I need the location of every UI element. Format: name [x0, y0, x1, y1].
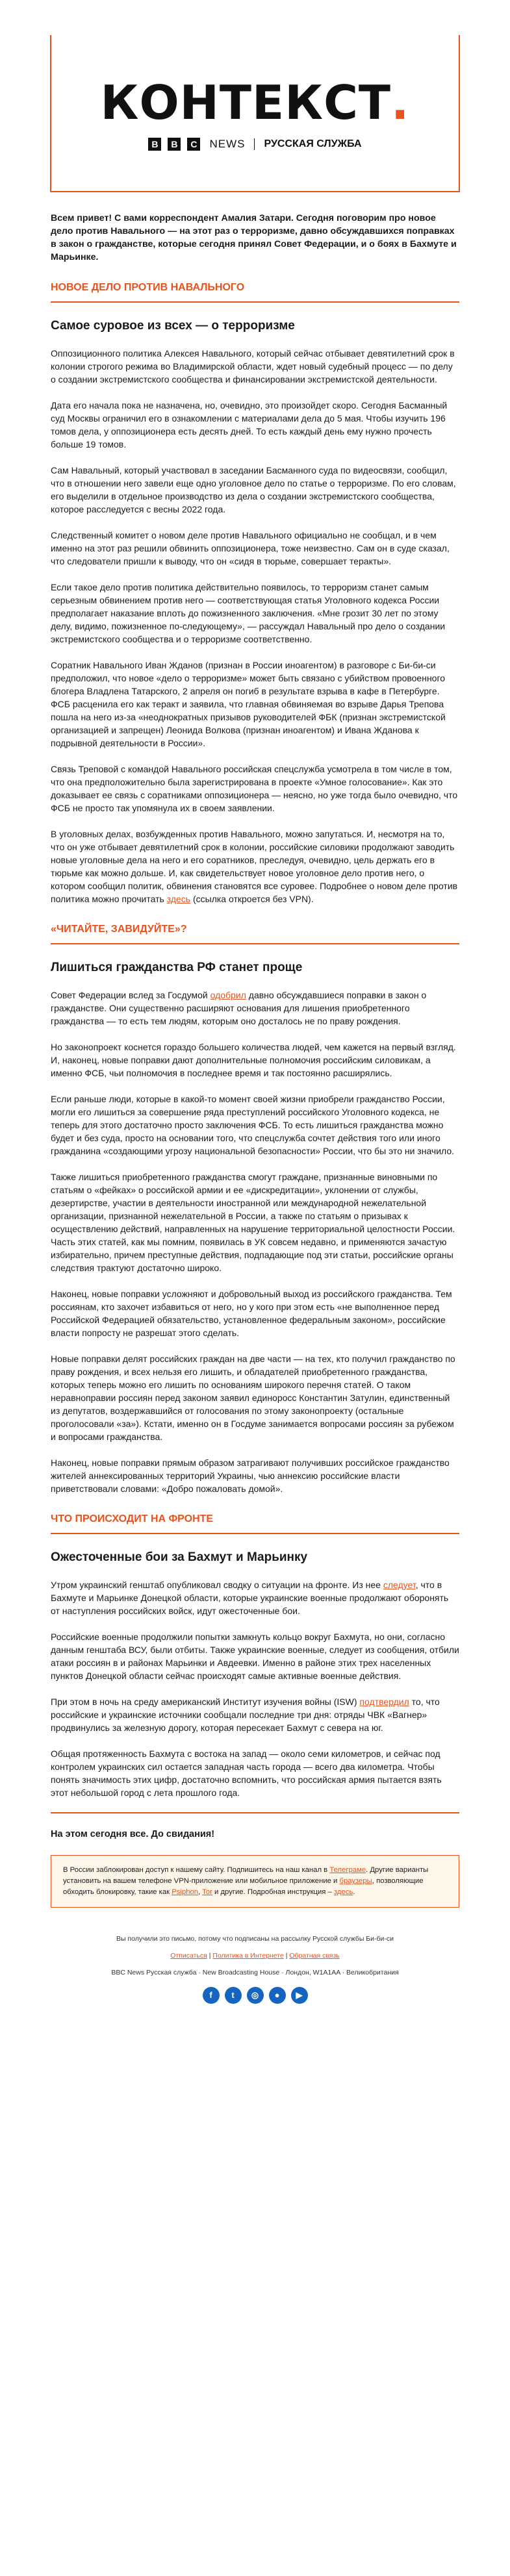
paragraph: Соратник Навального Иван Жданов (признан в России иноагентом) в разговоре с Би-би-си предположил, что новое «дело о терроризме» может быть связано с убийством провоенного блогера Владлена Татарского, 2 апреля он погиб в результате взрыва в кафе в Петербурге. ФСБ расценила его как теракт и заявила, что главная обвиняемая во взрыве Дарья Трепова пошла на него из-за «неоднократных призывов руководителей ФБК (признан экстремистской организацией и запрещен) Леонида Волкова (признан иноагентом) и Ивана Жданова к подрывной деятельности в России».: [51, 660, 446, 748]
psiphon-link[interactable]: Psiphon: [172, 1888, 199, 1896]
logo-dot: .: [391, 75, 410, 130]
paragraph: Сам Навальный, который участвовал в заседании Басманного суда по видеосвязи, сообщил, что в отношении него завели еще одно уголовное дело по статье о терроризме. По его словам, его выделили в отдельное производство из дела о создании экстремистского сообщества, которое расследуется с весны 2022 года.: [51, 465, 456, 514]
notice-text: . Другие варианты установить на вашем телефоне VPN-приложение или мобильное приложение и: [63, 1866, 429, 1885]
privacy-link[interactable]: Политика в Интернете: [212, 1952, 284, 1960]
approved-link[interactable]: одобрил: [210, 990, 246, 1000]
bbc-letter-b1: B: [148, 138, 161, 151]
paragraph-text: (ссылка откроется без VPN).: [190, 894, 314, 904]
section-label: «ЧИТАЙТЕ, ЗАВИДУЙТЕ»?: [51, 924, 459, 944]
footer-separator: |: [207, 1952, 213, 1960]
unsubscribe-link[interactable]: Отписаться: [170, 1952, 207, 1960]
footer-links: [51, 1951, 459, 1961]
paragraph: Оппозиционного политика Алексея Навального, который сейчас отбывает девятилетний срок в колонии строгого режима во Владимирской области, ждет новый судебный процесс — по делу о создании экстремистского сообщества и финансировании экстремистской деятельности.: [51, 348, 455, 385]
paragraph: Российские военные продолжили попытки замкнуть кольцо вокруг Бахмута, но они, согласно данным генштаба ВСУ, были отбиты. Также украинские военные, следует из сообщения, отбили атаки россиян в и районах Марьинки и Авдеевки. Именно в районе этих трех населенных пунктов Донецкой области сейчас происходят самые активные военные действия.: [51, 1632, 459, 1681]
section-citizenship: [51, 924, 459, 1495]
masthead: [50, 35, 460, 192]
read-more-link[interactable]: здесь: [166, 894, 191, 904]
telegram-link[interactable]: Телеграме: [329, 1866, 366, 1874]
logo-text: КОНТЕКСТ: [100, 75, 392, 130]
section-headline: Лишиться гражданства РФ станет проще: [51, 961, 303, 974]
instructions-link[interactable]: здесь: [333, 1888, 353, 1896]
section-navalny: [51, 282, 459, 905]
tor-link[interactable]: Tor: [202, 1888, 212, 1896]
paragraph: Если раньше люди, которые в какой-то момент своей жизни приобрели гражданство России, могли его лишиться за совершение ряда преступлений российского Уголовного кодекса, не теперь для этого достаточно просто заключения ФСБ. То есть лишиться гражданства можно будет и без суда, просто на основании того, что спецслужба сочтет действия того или иного гражданина «создающими угрозу национальной безопасности» России, что бы это ни значило.: [51, 1094, 455, 1156]
paragraph: Связь Треповой с командой Навального российская спецслужба усмотрела в том числе в том, что она предположительно была зарегистрирована в проекте «Умное голосование». Как это доказывает ее связь с соратниками оппозиционера — неясно, но уже тогда было очевидно, что ФСБ не просто так упомянула их в своем заявлении.: [51, 764, 458, 813]
paragraph: Дата его начала пока не назначена, но, очевидно, это произойдет скоро. Сегодня Басманный суд Москвы ограничил его в ознакомлении с материалами дела до 5 мая. Чтобы изучить 196 томов дела, у оппозиционера есть десять дней. То есть каждый день ему нужно прочесть больше 19 томов.: [51, 400, 448, 449]
notice-text: В России заблокирован доступ к нашему сайту. Подпишитесь на наш канал в: [63, 1866, 330, 1874]
paragraph: Также лишиться приобретенного гражданства смогут граждане, признанные виновными по статьям о «фейках» о российской армии и ее «дискредитации», уклонении от службы, дезертирстве, участии в деятельности иностранной или международной нежелательной организации, признанной нежелательной в России, а также по статьям о призывах к осуществлению действий, направленных на нарушение территориальной целостности России. Часть этих статей, как мы помним, появилась в УК совсем недавно, и применяются зачастую избирательно, причем преступные действия, подпадающие под эти статьи, российские органы следствия трактуют достаточно широко.: [51, 1172, 455, 1273]
notice-text: .: [353, 1888, 355, 1896]
paragraph: Но законопроект коснется гораздо большего количества людей, чем кажется на первый взгляд. И, наконец, новые поправки дают дополнительные полномочия российским силовикам, а именно ФСБ, чьи полномочия в последнее время и так постоянно расширялись.: [51, 1042, 456, 1078]
paragraph-text: При этом в ночь на среду американский Институт изучения войны (ISW): [51, 1697, 360, 1707]
paragraph: Если такое дело против политика действительно появилось, то терроризм станет самым серьезным обвинением против него — соответствующая статья Уголовного кодекса России предполагает наказание вплоть до пожизненного заключения. «Мне грозит 30 лет по этому делу, видимо, пожизненное по-следующему», — рассуждал Навальный про дело о создании экстремистского сообщества и о терроризме соответственно.: [51, 582, 446, 644]
follows-link[interactable]: следует: [383, 1580, 416, 1590]
section-label: ЧТО ПРОИСХОДИТ НА ФРОНТЕ: [51, 1513, 459, 1534]
youtube-icon[interactable]: ▶: [291, 1987, 308, 2004]
footer-address: BBC News Русская служба · New Broadcasting House · Лондон, W1A1AA · Великобритания: [111, 1969, 399, 1976]
paragraph-text: то, что российские и украинские источники сообщали последние три дня: отряды ЧВК «Вагнер» продвинулись за железную дорогу, которая пересекает Бахмут с севера на юг.: [51, 1697, 440, 1733]
section-headline: Самое суровое из всех — о терроризме: [51, 319, 295, 333]
footer-separator: |: [283, 1952, 290, 1960]
browsers-link[interactable]: браузеры: [339, 1877, 372, 1885]
intro-text: Всем привет! С вами корреспондент Амалия Затари. Сегодня поговорим про новое дело против Навального — на этот раз о терроризме, давно обсуждавшихся поправках в закон о гражданстве, которые сегодня принял Совет Федерации, и о боях в Бахмуте и Марьинке.: [51, 213, 457, 262]
feedback-link[interactable]: Обратная связь: [289, 1952, 340, 1960]
vpn-notice: [51, 1855, 459, 1908]
bbc-letter-b2: B: [168, 138, 181, 151]
paragraph: Новые поправки делят российских граждан на две части — на тех, кто получил гражданство по праву рождения, и всех нельзя его лишить, и обладателей приобретенного гражданства, которых теперь можно его лишить по основаниям широкого перечня статей. О таком неравноправии россиян перед законом заявил единоросс Константин Затулин, единственный из депутатов, воздержавшийся от голосования по этому законопроекту (остальные проголосовали «за»). Кстати, именно он в Госдуме занимается вопросами россиян за рубежом и вопросами гражданства.: [51, 1354, 455, 1442]
paragraph: Общая протяженность Бахмута с востока на запад — около семи километров, и сейчас под контролем украинских сил остается западная часть города — всего два километра. Чтобы понять значимость этих цифр, достаточно вспомнить, что российская армия пытается взять этот небольшой город с лета прошлого года.: [51, 1749, 442, 1798]
section-headline: Ожесточенные бои за Бахмут и Марьинку: [51, 1550, 308, 1564]
instagram-icon[interactable]: ◎: [247, 1987, 264, 2004]
paragraph-text: , что в Бахмуте и Марьинке Донецкой области, которые украинские военные продолжают оборонять от наступления российских войск, идут ожесточенные бои.: [51, 1580, 449, 1616]
paragraph-text: Совет Федерации вслед за Госдумой: [51, 990, 210, 1000]
paragraph: [51, 1578, 459, 1617]
paragraph-text: давно обсуждавшиеся поправки в закон о гражданстве. Они существенно расширяют основания для лишения приобретенного гражданства — то есть тем людям, которым оно досталось не по праву рождения.: [51, 990, 427, 1026]
paragraph-text: Утром украинский генштаб опубликовал сводку о ситуации на фронте. Из нее: [51, 1580, 383, 1590]
section-label: НОВОЕ ДЕЛО ПРОТИВ НАВАЛЬНОГО: [51, 282, 459, 303]
notice-text: ,: [198, 1888, 203, 1896]
paragraph: [51, 1695, 459, 1734]
footer: [51, 1934, 459, 2030]
paragraph: Следственный комитет о новом деле против Навального официально не сообщал, и в чем именно на этот раз решили обвинить оппозиционера, тоже неизвестно. Сам он в суде сказал, что следователи пришли к выводу, что он «сидя в тюрьме, совершает теракты».: [51, 530, 450, 566]
twitter-icon[interactable]: t: [225, 1987, 242, 2004]
notice-text: и другие. Подробная инструкция –: [212, 1888, 334, 1896]
paragraph: Наконец, новые поправки прямым образом затрагивают получивших российское гражданство жителей аннексированных территорий Украины, чью аннексию российские власти приветствовали словами: «Добро пожаловать домой».: [51, 1458, 450, 1494]
paragraph: Наконец, новые поправки усложняют и добровольный выход из российского гражданства. Тем россиянам, кто захочет избавиться от него, но у кого при этом есть «не выполненное перед Российской Федерацией обязательство, установленное федеральным законом», российские власти попросту не разрешат этого сделать.: [51, 1289, 452, 1338]
social-icons: [51, 1987, 459, 2030]
section-front: [51, 1513, 459, 1799]
goodbye-text: На этом сегодня все. До свидания!: [51, 1812, 459, 1855]
bbc-letter-c: C: [187, 138, 200, 151]
kontekst-logo[interactable]: [101, 75, 410, 130]
paragraph-text: В уголовных делах, возбужденных против Навального, можно запутаться. И, несмотря на то, что он уже отбывает девятилетний срок в колонии, российские силовики продолжают заводить новые уголовные дела на него и его соратников, преследуя, очевидно, цель держать его в тюрьме как можно дольше. И, как свидетельствует новое уголовное дело против него, о котором сообщил политик, обвинения становятся все суровее. Подробнее о новом деле против политика можно прочитать: [51, 829, 458, 904]
confirmed-link[interactable]: подтвердил: [359, 1697, 409, 1707]
paragraph: [51, 827, 459, 905]
notice-text: , позволяющие обходить блокировку, такие как: [63, 1877, 424, 1896]
subscription-note: Вы получили это письмо, потому что подписаны на рассылку Русской службы Би-би-си: [116, 1935, 394, 1943]
service-label: РУССКАЯ СЛУЖБА: [264, 138, 362, 149]
telegram-icon[interactable]: ●: [269, 1987, 286, 2004]
bbc-news-russian-logo: [148, 138, 361, 151]
news-label: NEWS: [209, 138, 246, 150]
facebook-icon[interactable]: f: [203, 1987, 220, 2004]
logo-separator: [254, 138, 255, 150]
paragraph: [51, 989, 459, 1028]
